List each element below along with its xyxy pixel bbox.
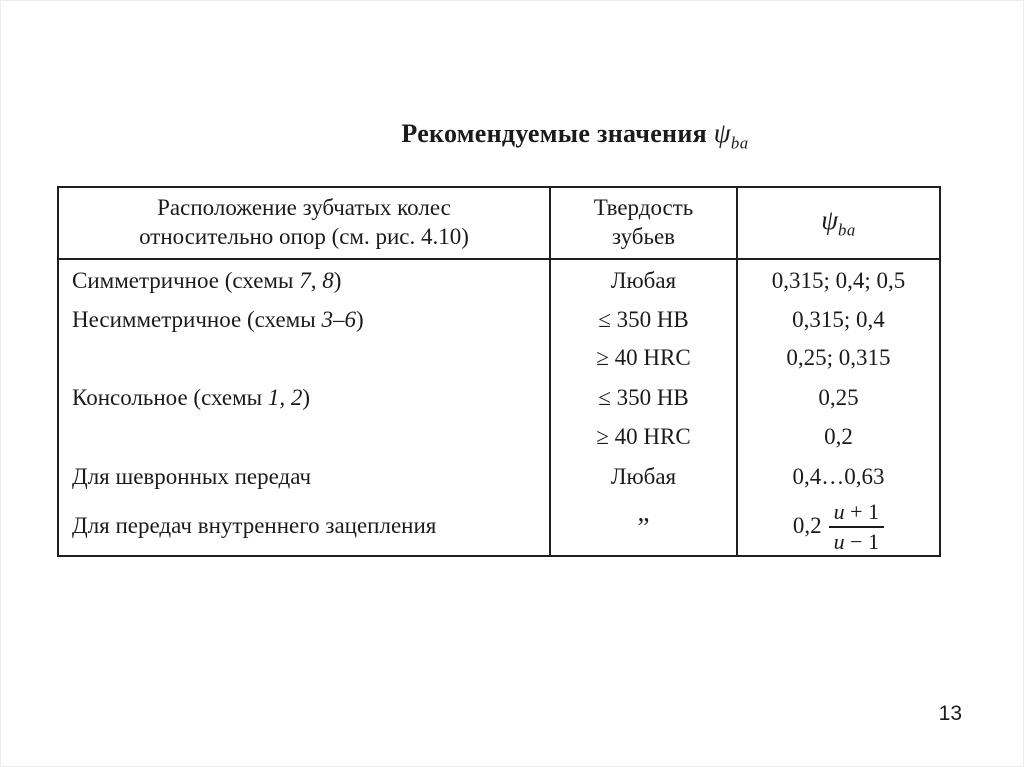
hardness-cell: ≥ 40 HRC [549, 418, 736, 457]
hardness-cell: Любая [549, 457, 736, 498]
slide-title-text: Рекомендуемые значения [401, 119, 714, 148]
fraction-denominator: u − 1 [833, 528, 880, 554]
hardness-cell: ≤ 350 HB [549, 302, 736, 339]
scheme-numbers: 3–6 [321, 307, 356, 333]
psi-value-cell [736, 498, 939, 555]
header-location-line2: относительно опор (см. рис. 4.10) [139, 224, 469, 249]
psi-ba-table [57, 186, 941, 557]
psi-subscript: ba [838, 220, 856, 240]
fraction-numerator: u + 1 [829, 499, 884, 527]
psi-value-cell: 0,315; 0,4 [736, 302, 939, 339]
header-psi [736, 188, 939, 260]
psi-value-cell: 0,2 [736, 418, 939, 457]
psi-formula [793, 499, 884, 554]
hardness-cell: Любая [549, 260, 736, 302]
hardness-cell [549, 498, 736, 555]
scheme-numbers: 1, 2 [267, 384, 303, 410]
location-cell [59, 302, 549, 339]
fraction [829, 499, 884, 554]
fraction-coefficient: 0,2 [792, 513, 822, 539]
ditto-mark: „ [637, 497, 650, 527]
location-text: Несимметричное (схемы 3–6) [72, 307, 364, 333]
header-hardness-line2: зубьев [611, 224, 676, 249]
location-cell [59, 339, 549, 378]
psi-value-cell: 0,25 [736, 378, 939, 418]
header-location-line1: Расположение зубчатых колес [157, 195, 451, 221]
location-text: Для шевронных передач [72, 464, 312, 490]
location-text: Консольное (схемы 1, 2) [72, 384, 311, 410]
psi-subscript: ba [730, 133, 749, 153]
page-number: 13 [938, 702, 962, 725]
location-text: Для передач внутреннего зацепления [72, 513, 437, 539]
psi-value-cell: 0,4…0,63 [736, 457, 939, 498]
location-cell [59, 498, 549, 555]
location-text: Симметричное (схемы 7, 8) [72, 267, 342, 293]
header-location [59, 188, 549, 260]
scheme-numbers: 7, 8 [299, 267, 334, 293]
psi-symbol: $\psi_{ba}$ [713, 118, 749, 153]
hardness-cell: ≤ 350 HB [549, 378, 736, 418]
psi-value-cell: 0,25; 0,315 [736, 339, 939, 378]
psi-value-cell: 0,315; 0,4; 0,5 [736, 260, 939, 302]
psi-symbol: $\psi_{ba}$ [821, 205, 856, 240]
header-hardness [549, 188, 736, 260]
location-cell [59, 457, 549, 498]
location-cell [59, 418, 549, 457]
header-hardness-line1: Твердость [593, 195, 694, 221]
location-cell [59, 378, 549, 418]
location-cell [59, 260, 549, 302]
hardness-cell: ≥ 40 HRC [549, 339, 736, 378]
slide-title [126, 118, 1024, 153]
